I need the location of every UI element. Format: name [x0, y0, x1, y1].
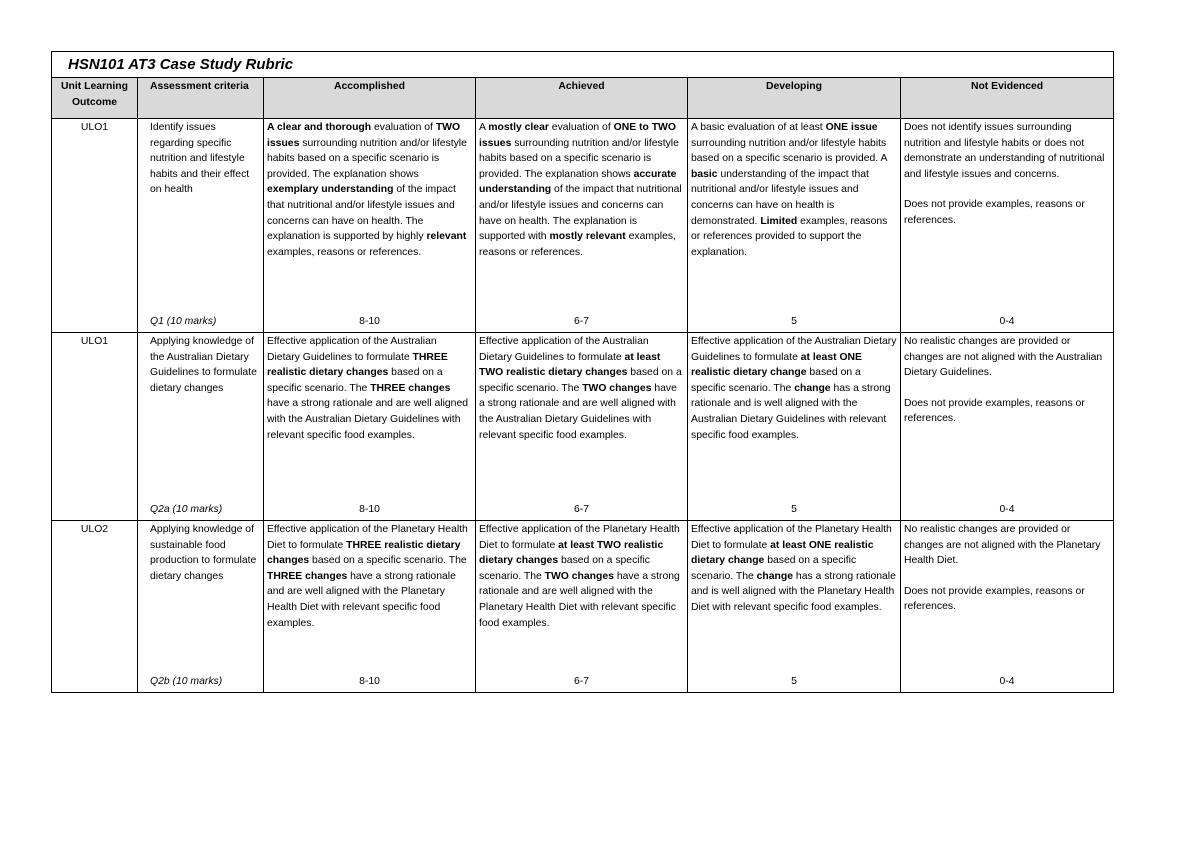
descriptor-fragment: Effective application of the Australian Dietary Guidelines to formulate	[691, 336, 897, 363]
descriptor-cell-accomplished	[264, 119, 476, 333]
criteria-cell	[138, 333, 264, 521]
descriptor-fragment: evaluation of	[548, 122, 614, 133]
descriptor-emphasis: ONE to TWO issues	[479, 122, 676, 149]
descriptor-paragraph: No realistic changes are provided or changes are not aligned with the Planetary Health Diet.	[904, 524, 1101, 567]
descriptor-emphasis: Limited	[760, 215, 798, 227]
descriptor-text	[904, 522, 1110, 615]
header-accomplished: Accomplished	[264, 78, 476, 119]
criteria-text: Identify issues regarding specific nutrition and lifestyle habits and their effect on health	[150, 122, 250, 196]
criteria-text: Applying knowledge of the Australian Dietary Guidelines to formulate dietary changes	[150, 336, 257, 394]
descriptor-emphasis: THREE realistic dietary changes	[267, 539, 461, 567]
descriptor-text	[691, 522, 897, 616]
descriptor-emphasis: THREE realistic dietary changes	[267, 351, 448, 379]
descriptor-text	[691, 120, 897, 260]
descriptor-fragment: based on a specific scenario. The	[691, 555, 857, 582]
descriptor-fragment: of the impact that nutritional and/or lifestyle issues and concerns can have on health. The explanation is supported by highly	[267, 184, 456, 243]
descriptor-emphasis: at least ONE realistic dietary change	[691, 539, 874, 567]
descriptor-text	[267, 120, 472, 260]
mark-range: 6-7	[573, 676, 590, 688]
descriptor-fragment: have a strong rationale and are well aligned with the Australian Dietary Guidelines with relevant specific food examples.	[267, 398, 469, 441]
mark-range: 6-7	[573, 504, 590, 516]
descriptor-cell-accomplished	[264, 521, 476, 693]
header-achieved: Achieved	[476, 78, 688, 119]
rubric-row	[52, 521, 1114, 693]
title-row	[52, 52, 1114, 78]
descriptor-fragment: understanding of the impact that nutritional and/or lifestyle issues and concerns can have on health is demonstrated.	[691, 168, 869, 227]
descriptor-paragraph: Does not identify issues surrounding nutrition and lifestyle habits or does not demonstrate an understanding of nutritional and lifestyle issues and concerns.	[904, 122, 1105, 180]
rubric-body	[52, 119, 1114, 693]
rubric-table	[51, 51, 1114, 693]
ulo-cell: ULO1	[52, 119, 138, 333]
descriptor-emphasis: change	[756, 570, 794, 582]
descriptor-emphasis: at least ONE realistic dietary change	[691, 351, 862, 379]
mark-range: 0-4	[999, 504, 1015, 516]
descriptor-cell-accomplished	[264, 333, 476, 521]
descriptor-cell-developing	[688, 521, 901, 693]
descriptor-emphasis: accurate understanding	[479, 168, 677, 196]
descriptor-wrap	[479, 120, 684, 330]
descriptor-fragment: based on a specific scenario. The	[691, 367, 861, 394]
mark-range: 6-7	[573, 316, 590, 328]
criteria-cell-inner	[150, 334, 260, 518]
descriptor-fragment: Effective application of the Australian Dietary Guidelines to formulate	[267, 336, 437, 363]
mark-range: 8-10	[359, 316, 380, 328]
descriptor-emphasis: THREE changes	[267, 570, 348, 582]
descriptor-emphasis: basic	[691, 168, 718, 180]
descriptor-cell-achieved	[476, 521, 688, 693]
descriptor-fragment: based on a specific scenario. The	[309, 555, 467, 567]
descriptor-fragment: surrounding nutrition and/or lifestyle habits based on a specific scenario is provided. The explanation shows	[267, 137, 467, 180]
descriptor-wrap	[691, 334, 897, 518]
descriptor-wrap	[904, 334, 1110, 518]
descriptor-text	[479, 522, 684, 631]
descriptor-emphasis: TWO issues	[267, 122, 461, 149]
descriptor-fragment: Effective application of the Australian Dietary Guidelines to formulate	[479, 336, 649, 363]
descriptor-wrap	[691, 120, 897, 330]
descriptor-text	[691, 334, 897, 443]
descriptor-text	[479, 334, 684, 443]
descriptor-fragment: have a strong rationale and are well aligned with the Australian Dietary Guidelines with relevant specific food examples.	[479, 382, 677, 441]
descriptor-fragment: Effective application of the Planetary Health Diet to formulate	[691, 524, 892, 551]
descriptor-cell-developing	[688, 119, 901, 333]
descriptor-wrap	[267, 334, 472, 518]
descriptor-fragment: has a strong rationale and is well aligned with the Planetary Health Diet with relevant specific food examples.	[691, 570, 896, 613]
descriptor-text	[267, 522, 472, 631]
descriptor-fragment: A basic evaluation of at least	[691, 122, 826, 133]
descriptor-fragment: A	[479, 122, 489, 133]
header-developing: Developing	[688, 78, 901, 119]
mark-range: 0-4	[999, 316, 1015, 328]
descriptor-fragment: based on a specific scenario. The	[267, 367, 443, 394]
descriptor-fragment: has a strong rationale and is well aligned with the Australian Dietary Guidelines with relevant specific food examples.	[691, 382, 891, 441]
criteria-cell-inner	[150, 120, 260, 330]
descriptor-wrap	[267, 522, 472, 690]
descriptor-text	[904, 334, 1110, 427]
mark-range: 8-10	[359, 504, 380, 516]
descriptor-emphasis: relevant	[426, 231, 467, 243]
descriptor-paragraph: Does not provide examples, reasons or references.	[904, 199, 1085, 226]
descriptor-wrap	[479, 522, 684, 690]
descriptor-cell-achieved	[476, 333, 688, 521]
question-label: Q2a (10 marks)	[150, 504, 223, 516]
descriptor-fragment: based on a specific scenario. The	[479, 555, 650, 582]
descriptor-fragment: have a strong rationale and are well aligned with the Planetary Health Diet with relevant specific food examples.	[267, 570, 456, 629]
document-title: HSN101 AT3 Case Study Rubric	[52, 52, 1114, 78]
descriptor-emphasis: change	[794, 382, 831, 394]
descriptor-fragment: surrounding nutrition and/or lifestyle habits based on a specific scenario is provided. A	[691, 137, 887, 165]
descriptor-fragment: evaluation of	[371, 122, 436, 133]
descriptor-emphasis: mostly clear	[488, 122, 549, 133]
descriptor-cell-not-evidenced	[901, 333, 1114, 521]
descriptor-text	[904, 120, 1110, 229]
descriptor-fragment: of the impact that nutritional and/or lifestyle issues and concerns can have on health. The explanation is supported with	[479, 184, 682, 243]
mark-range: 0-4	[999, 676, 1015, 688]
descriptor-cell-not-evidenced	[901, 521, 1114, 693]
header-ulo: Unit Learning Outcome	[52, 78, 138, 119]
criteria-cell-inner	[150, 522, 260, 690]
descriptor-fragment: examples, reasons or references provided to support the explanation.	[691, 215, 888, 258]
descriptor-fragment: based on a specific scenario. The	[479, 367, 682, 394]
descriptor-wrap	[691, 522, 897, 690]
descriptor-emphasis: at least TWO realistic dietary changes	[479, 539, 664, 567]
descriptor-wrap	[904, 522, 1110, 690]
descriptor-wrap	[479, 334, 684, 518]
descriptor-text	[267, 334, 472, 443]
question-label: Q2b (10 marks)	[150, 676, 223, 688]
rubric-row	[52, 119, 1114, 333]
descriptor-emphasis: A clear and thorough	[267, 122, 372, 133]
mark-range: 5	[791, 316, 797, 328]
descriptor-text	[479, 120, 684, 260]
descriptor-emphasis: ONE issue	[825, 122, 878, 133]
descriptor-wrap	[904, 120, 1110, 330]
descriptor-cell-not-evidenced	[901, 119, 1114, 333]
ulo-cell: ULO2	[52, 521, 138, 693]
descriptor-paragraph: Does not provide examples, reasons or references.	[904, 585, 1085, 613]
descriptor-fragment: Effective application of the Planetary Health Diet to formulate	[267, 524, 468, 551]
descriptor-paragraph: Does not provide examples, reasons or references.	[904, 397, 1085, 425]
descriptor-emphasis: TWO changes	[544, 570, 614, 582]
descriptor-emphasis: mostly relevant	[549, 231, 626, 243]
header-row	[52, 78, 1114, 119]
descriptor-fragment: have a strong rationale and are well aligned with the Planetary Health Diet with relevant specific food examples.	[479, 570, 680, 629]
descriptor-fragment: surrounding nutrition and/or lifestyle habits based on a specific scenario is provided. The explanation shows	[479, 137, 679, 180]
mark-range: 8-10	[359, 676, 380, 688]
criteria-cell	[138, 119, 264, 333]
descriptor-emphasis: TWO changes	[582, 382, 652, 394]
criteria-cell	[138, 521, 264, 693]
mark-range: 5	[791, 504, 797, 516]
descriptor-emphasis: THREE changes	[370, 382, 451, 394]
descriptor-cell-developing	[688, 333, 901, 521]
descriptor-wrap	[267, 120, 472, 330]
question-label: Q1 (10 marks)	[150, 316, 217, 328]
header-criteria: Assessment criteria	[138, 78, 264, 119]
descriptor-fragment: Effective application of the Planetary Health Diet to formulate	[479, 524, 680, 551]
descriptor-fragment: examples, reasons or references.	[479, 231, 676, 258]
criteria-text: Applying knowledge of sustainable food production to formulate dietary changes	[150, 524, 257, 582]
header-not-evidenced: Not Evidenced	[901, 78, 1114, 119]
ulo-cell: ULO1	[52, 333, 138, 521]
rubric-row	[52, 333, 1114, 521]
descriptor-emphasis: exemplary understanding	[267, 184, 394, 196]
descriptor-paragraph: No realistic changes are provided or changes are not aligned with the Australian Dietary Guidelines.	[904, 336, 1103, 379]
descriptor-fragment: examples, reasons or references.	[267, 246, 422, 258]
mark-range: 5	[791, 676, 797, 688]
descriptor-emphasis: at least TWO realistic dietary changes	[479, 351, 661, 379]
descriptor-cell-achieved	[476, 119, 688, 333]
